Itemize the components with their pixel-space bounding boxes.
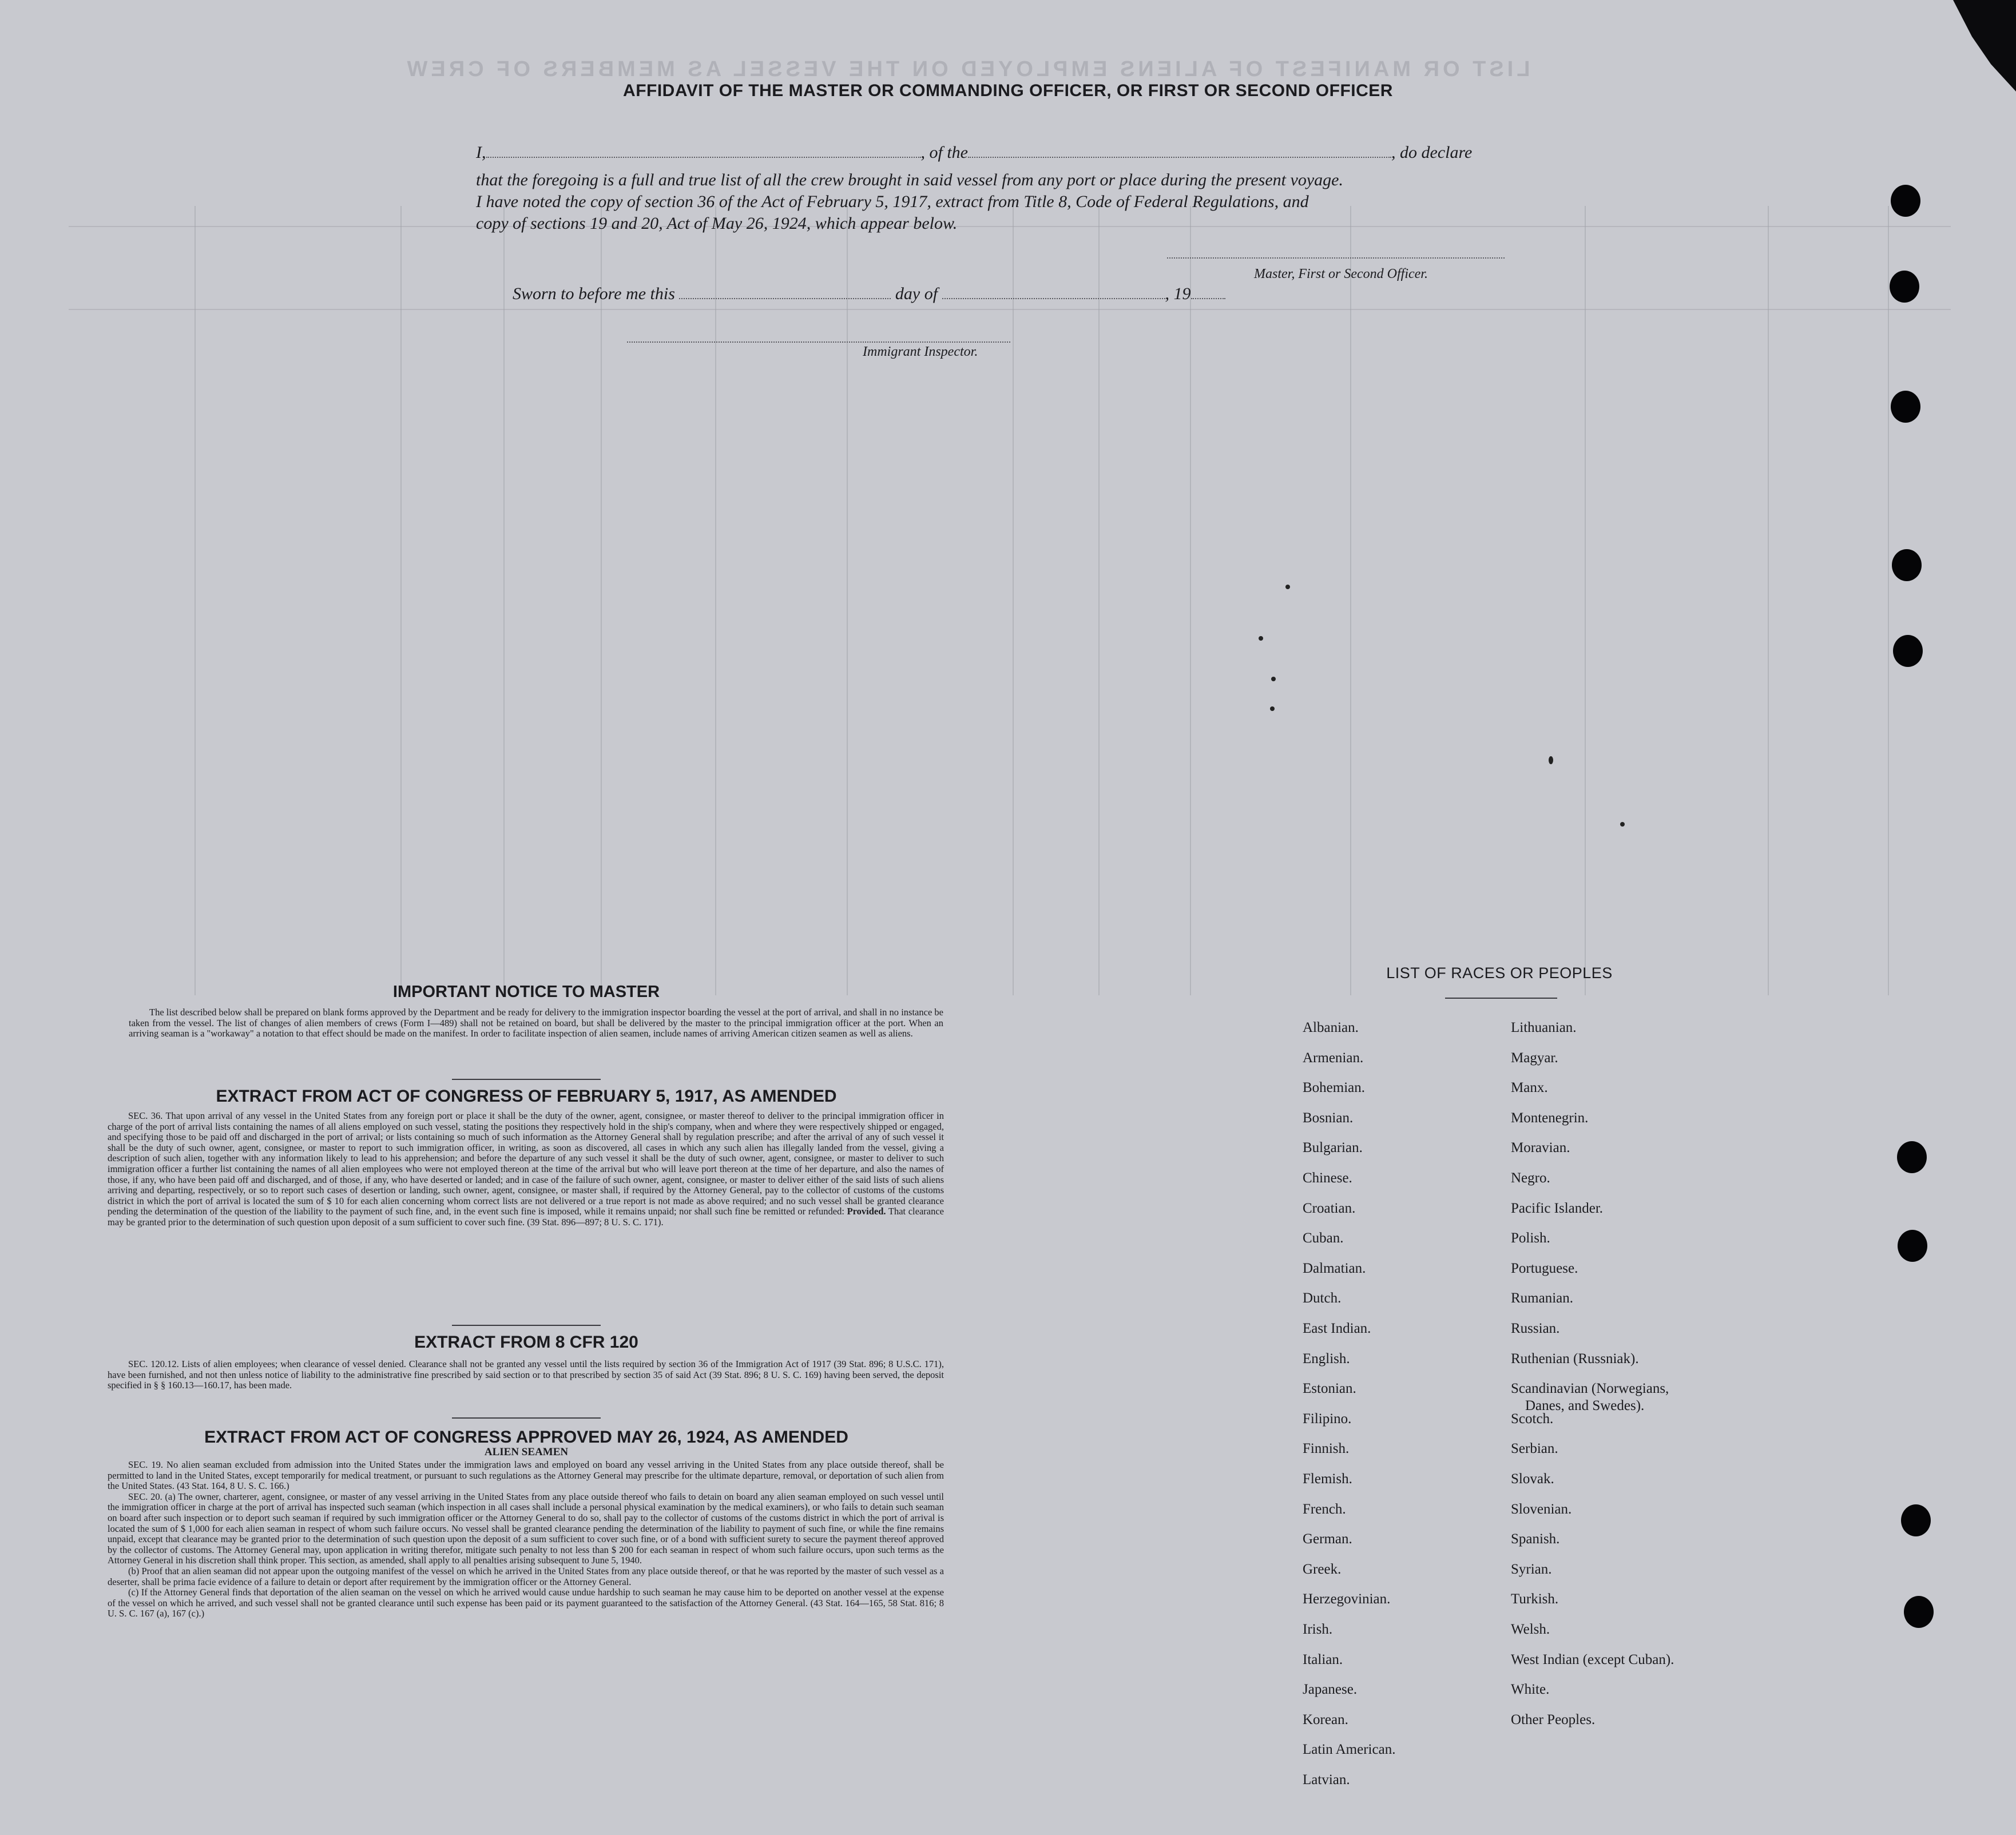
race-item: Armenian.	[1303, 1050, 1364, 1066]
race-item: Bulgarian.	[1303, 1140, 1363, 1156]
race-item: Dalmatian.	[1303, 1260, 1366, 1276]
sec20b-paragraph: (b) Proof that an alien seaman did not appear upon the outgoing manifest of the vessel on which he arrived in the United States from any place outside thereof, or that he was reported by the master of such vessel as a deserter, shall be prima facie evidence of a failure to detain or deport after requirement by the immigration officer or the Attorney General.	[108, 1565, 944, 1587]
bleed-through-column	[715, 206, 716, 995]
sec19-paragraph: SEC. 19. No alien seaman excluded from admission into the United States under the immigration laws and employed on board any vessel arriving in the United States from any place outside thereof, shall be permitted to land in the United States, except temporarily for medical treatment, or pursuant to such regulations as the Attorney General may prescribe for the ultimate departure, removal, or deportation of such alien from the United States. (43 Stat. 164, 8 U. S. C. 166.)	[108, 1459, 944, 1492]
race-item: Croatian.	[1303, 1200, 1356, 1216]
sec20c-paragraph: (c) If the Attorney General finds that deportation of the alien seaman on the vessel on which he arrived would cause undue hardship to such seaman he may cause him to be deported on another vessel at the expense of the vessel on which he arrived, and such vessel shall not be granted clearance until such expense has been paid or its payment guaranteed to the satisfaction of the Attorney General. (43 Stat. 164—165, 58 Stat. 816; 8 U. S. C. 167 (a), 167 (c).)	[108, 1587, 944, 1619]
ink-speck	[1259, 636, 1263, 641]
race-item: Latin American.	[1303, 1742, 1396, 1758]
bleed-through-column	[1768, 206, 1769, 995]
race-item: Herzegovinian.	[1303, 1591, 1391, 1607]
alien-seamen-subtitle: ALIEN SEAMEN	[484, 1446, 569, 1458]
bleed-through-title: LIST OR MANIFEST OF ALIENS EMPLOYED ON THE VESSEL AS MEMBERS OF CREW	[403, 57, 1530, 81]
day-blank[interactable]	[679, 298, 891, 299]
race-item: Korean.	[1303, 1711, 1348, 1727]
ink-speck	[1285, 585, 1290, 589]
month-blank[interactable]	[942, 298, 1165, 299]
punch-hole	[1898, 1230, 1927, 1262]
race-item: Latvian.	[1303, 1772, 1350, 1788]
races-title: LIST OF RACES OR PEOPLES	[1386, 964, 1613, 982]
race-item: Irish.	[1303, 1622, 1333, 1637]
separator	[452, 1079, 601, 1080]
inspector-signature-line[interactable]	[627, 341, 1010, 343]
ink-speck	[1549, 756, 1553, 764]
sec36-text: SEC. 36. That upon arrival of any vessel in the United States from any foreign port or place it shall be the duty of the owner, agent, consignee, or master thereof to deliver to the principal immigration officer in charge of the port of arrival lists containing the names of all aliens employed on such vessel, stating the positions they respectively hold in the ship's company, when and where they were respectively shipped or engaged, and specifying those to be paid off and discharged in the port of arrival; or lists containing so much of such information as the Attorney General shall by regulation prescribe; and after the arrival of any of such vessel it shall be the duty of such owner, agent, consignee, or master to report to such immigration officer, in writing, as soon as discovered, all cases in which any such alien has illegally landed from the vessel, giving a description of such alien, together with any information likely to lead to his apprehension; and before the departure of any such vessel it shall be the duty of such owner, agent, consignee, or master to deliver to such immigration officer a further list containing the names of all alien employees who were not employed thereon at the time of the arrival but who will leave port thereon at the time of her departure, and also the names of those, if any, who have been paid off and discharged, and of those, if any, who have deserted or landed; and in case of the failure of such owner, agent, consignee, or master to deliver either of the said lists of such aliens arriving and departing, respectively, or so to report such cases of desertion or landing, such owner, agent, consignee, or master shall, if required by the Attorney General, pay to the collector of customs of the customs district in which the port of arrival is located the sum of $ 10 for each alien concerning whom correct lists are not delivered or a true report is not made as above required; and no such vessel shall be granted clearance pending the determination of the question of the liability to the payment of such fine, and, in the event such fine is imposed, while it remains unpaid; nor shall such fine be remitted or refunded:	[108, 1110, 944, 1217]
race-item: Danes, and Swedes).	[1525, 1398, 1645, 1414]
race-item: Turkish.	[1511, 1591, 1559, 1607]
bleed-through-column	[1013, 206, 1014, 995]
race-item: Pacific Islander.	[1511, 1200, 1604, 1216]
extract-cfr-title: EXTRACT FROM 8 CFR 120	[414, 1333, 638, 1352]
race-item: Chinese.	[1303, 1170, 1352, 1186]
race-item: Estonian.	[1303, 1381, 1356, 1397]
race-item: Slovenian.	[1511, 1501, 1572, 1517]
sworn-line	[513, 284, 1225, 304]
race-item: French.	[1303, 1501, 1346, 1517]
race-item: Welsh.	[1511, 1622, 1550, 1637]
bleed-through-column	[1888, 206, 1889, 995]
race-item: English.	[1303, 1351, 1350, 1367]
race-item: Ruthenian (Russniak).	[1511, 1351, 1639, 1367]
race-item: Slovak.	[1511, 1471, 1554, 1487]
affidavit-title: AFFIDAVIT OF THE MASTER OR COMMANDING OFFICER, OR FIRST OR SECOND OFFICER	[623, 81, 1393, 100]
race-item: West Indian (except Cuban).	[1511, 1651, 1674, 1667]
race-item: Russian.	[1511, 1321, 1560, 1336]
punch-hole	[1893, 635, 1923, 667]
sec36-end: That clearance may be granted prior to the determination of such question upon deposit of a sum sufficient to cover such fine. (39 Stat. 896—897; 8 U. S. C. 171).	[108, 1206, 944, 1228]
race-item: Finnish.	[1303, 1441, 1350, 1457]
race-item: Spanish.	[1511, 1531, 1560, 1547]
bleed-through-column	[1098, 206, 1100, 995]
year-prefix: , 19	[1165, 284, 1191, 303]
race-item: Cuban.	[1303, 1230, 1344, 1246]
race-item: Serbian.	[1511, 1441, 1558, 1457]
extract-1924-text	[108, 1460, 944, 1619]
inspector-label: Immigrant Inspector.	[863, 344, 978, 359]
extract-1917-text	[108, 1111, 944, 1228]
race-item: Syrian.	[1511, 1561, 1552, 1577]
race-item: Dutch.	[1303, 1290, 1342, 1306]
cfr-paragraph: SEC. 120.12. Lists of alien employees; when clearance of vessel denied. Clearance shall not be granted any vessel until the lists required by section 36 of the Immigration Act of 1917 (39 Stat. 896; 8 U.S.C. 171), have been furnished, and not then unless notice of liability to the administrative fine prescribed by said section or to that prescribed by section 35 of said Act (39 Stat. 896; 8 U. S. C. 169) having been served, the deposit specified in § § 160.13—160.17, has been made.	[108, 1359, 944, 1391]
race-item: Scotch.	[1511, 1411, 1554, 1427]
affidavit-line-3: I have noted the copy of section 36 of the Act of February 5, 1917, extract from Title 8, Code of Federal Regulations, and	[476, 192, 1309, 211]
race-item: Flemish.	[1303, 1471, 1352, 1487]
extract-cfr-text	[108, 1359, 944, 1391]
notice-text	[129, 1007, 943, 1039]
name-blank[interactable]	[486, 157, 921, 158]
punch-hole	[1891, 185, 1920, 217]
race-item: Polish.	[1511, 1230, 1550, 1246]
race-item: Lithuanian.	[1511, 1020, 1577, 1035]
race-item: Montenegrin.	[1511, 1110, 1589, 1126]
race-item: Bohemian.	[1303, 1080, 1366, 1096]
bleed-through-column	[1585, 206, 1586, 995]
day-of-label: day of	[895, 284, 938, 303]
race-item: Japanese.	[1303, 1682, 1358, 1698]
bleed-through-rule	[69, 226, 1951, 227]
ink-speck	[1270, 706, 1275, 711]
notice-title: IMPORTANT NOTICE TO MASTER	[392, 983, 660, 1001]
bleed-through-column	[503, 206, 505, 995]
of-the-label: , of the	[920, 143, 968, 162]
ink-speck	[1271, 677, 1276, 681]
notice-paragraph: The list described below shall be prepared on blank forms approved by the Department and be ready for delivery to the immigration inspector boarding the vessel at the port of arrival, and shall in no instance be taken from the vessel. The list of changes of alien members of crews (Form I—489) shall not be retained on board, but shall be delivered by the master to the principal immigration officer at the port. When an arriving seaman is a "workaway" a notation to that effect should be made on the manifest. In order to facilitate inspection of alien seamen, include names of arriving American citizen seamen as well as aliens.	[129, 1007, 943, 1039]
sec20a-paragraph: SEC. 20. (a) The owner, charterer, agent, consignee, or master of any vessel arriving in the United States from any place outside thereof who fails to detain on board any alien seaman employed on such vessel until the immigration officer in charge at the port of arrival has inspected such seaman (which inspection in all cases shall include a personal physical examination by the medical examiners), or who fails to detain such seaman on board after such inspection or to deport such seaman if required by such immigration officer or the Attorney General to do so, shall pay to the collector of customs of the customs district in which the port of arrival is located the sum of $ 1,000 for each alien seaman in respect of whom such failure occurs. No vessel shall be granted clearance pending the determination of the liability to payment of such fine, or while the fine remains unpaid, except that clearance may be granted prior to the determination of such question upon the deposit of a sum sufficient to cover such fine, or of a bond with sufficient surety to secure the payment thereof approved by the collector of customs. The Attorney General may, upon application in writing therefor, mitigate such penalty to not less than $ 200 for each seaman in respect of whom such failure occurs, upon such terms as the Attorney General in his discretion shall think proper. This section, as amended, shall apply to all penalties arising subsequent to June 5, 1940.	[108, 1491, 944, 1566]
punch-hole	[1901, 1504, 1931, 1536]
bleed-through-column	[601, 206, 602, 995]
race-item: Manx.	[1511, 1080, 1548, 1096]
race-item: Greek.	[1303, 1561, 1342, 1577]
bleed-through-rule	[69, 309, 1951, 310]
punch-hole	[1892, 549, 1922, 581]
punch-hole	[1904, 1596, 1934, 1628]
affidavit-line-4: copy of sections 19 and 20, Act of May 26, 1924, which appear below.	[476, 214, 958, 233]
race-item: Scandinavian (Norwegians,	[1511, 1381, 1669, 1397]
vessel-blank[interactable]	[968, 157, 1391, 158]
affidavit-i-label: I,	[476, 143, 486, 162]
race-item: Portuguese.	[1511, 1260, 1578, 1276]
separator	[452, 1417, 601, 1419]
race-item: Bosnian.	[1303, 1110, 1354, 1126]
punch-hole	[1890, 271, 1919, 303]
do-declare-label: , do declare	[1391, 143, 1473, 162]
race-item: Filipino.	[1303, 1411, 1352, 1427]
affidavit-line-2: that the foregoing is a full and true list of all the crew brought in said vessel from any port or place during the present voyage.	[476, 170, 1343, 189]
race-item: German.	[1303, 1531, 1352, 1547]
race-item: Italian.	[1303, 1651, 1343, 1667]
race-item: Negro.	[1511, 1170, 1550, 1186]
separator	[452, 1325, 601, 1326]
bleed-through-column	[400, 206, 402, 995]
master-signature-line[interactable]	[1167, 257, 1505, 259]
year-blank[interactable]	[1191, 298, 1225, 299]
race-item: White.	[1511, 1682, 1550, 1698]
race-item: Albanian.	[1303, 1020, 1359, 1035]
bleed-through-column	[1350, 206, 1351, 995]
extract-1917-title: EXTRACT FROM ACT OF CONGRESS OF FEBRUARY 5, 1917, AS AMENDED	[216, 1087, 837, 1106]
bleed-through-column	[847, 206, 848, 995]
extract-1924-title: EXTRACT FROM ACT OF CONGRESS APPROVED MAY 26, 1924, AS AMENDED	[204, 1428, 848, 1447]
race-item: Other Peoples.	[1511, 1711, 1596, 1727]
affidavit-line-1	[476, 143, 1472, 162]
bleed-through-column	[1190, 206, 1191, 995]
provided-word: Provided.	[847, 1206, 886, 1217]
sworn-label: Sworn to before me this	[513, 284, 675, 303]
race-item: Moravian.	[1511, 1140, 1570, 1156]
punch-hole	[1891, 391, 1920, 423]
master-label: Master, First or Second Officer.	[1254, 267, 1428, 281]
race-item: East Indian.	[1303, 1321, 1371, 1336]
race-item: Magyar.	[1511, 1050, 1558, 1066]
separator	[1445, 998, 1557, 999]
punch-hole	[1897, 1141, 1927, 1173]
ink-speck	[1620, 822, 1625, 827]
torn-corner	[1953, 0, 2016, 92]
bleed-through-column	[195, 206, 196, 995]
race-item: Rumanian.	[1511, 1290, 1574, 1306]
